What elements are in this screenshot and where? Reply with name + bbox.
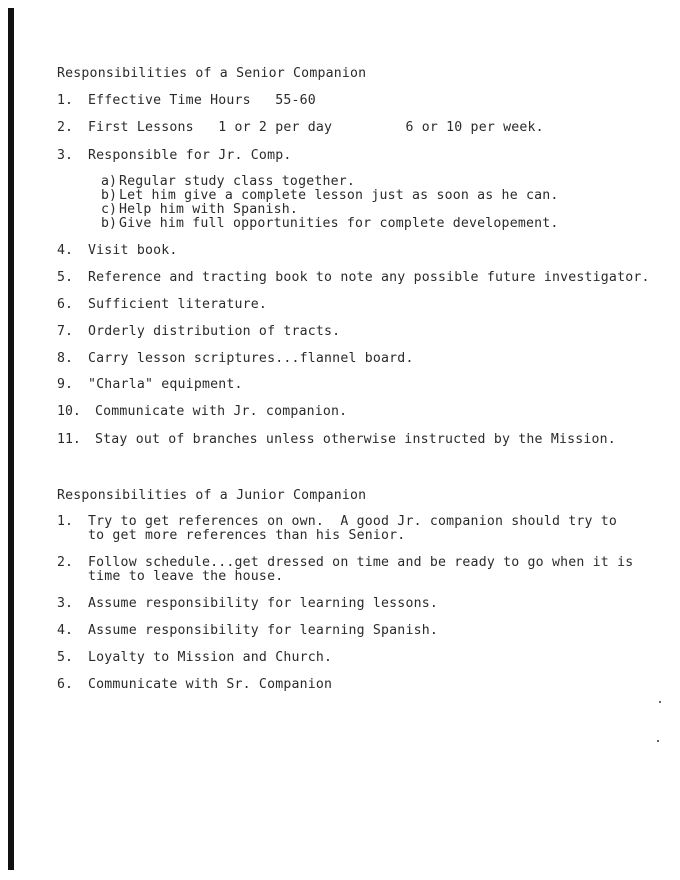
item-number: 10. xyxy=(57,404,81,419)
scan-speck xyxy=(659,701,661,703)
item-number: 5. xyxy=(57,270,73,285)
senior-heading: Responsibilities of a Senior Companion xyxy=(57,66,367,81)
item-text: Responsible for Jr. Comp. xyxy=(88,148,292,163)
item-text: Stay out of branches unless otherwise instructed by the Mission. xyxy=(95,432,616,447)
item-number: 3. xyxy=(57,596,73,611)
scan-speck xyxy=(657,740,659,742)
item-text: Sufficient literature. xyxy=(88,297,268,312)
sub-item-text: Help him with Spanish. xyxy=(119,202,299,217)
item-number: 7. xyxy=(57,324,73,339)
sub-item-letter: b) xyxy=(101,216,117,231)
item-number: 6. xyxy=(57,297,73,312)
item-text-continued: time to leave the house. xyxy=(88,569,284,584)
item-number: 2. xyxy=(57,120,73,135)
item-number: 3. xyxy=(57,148,73,163)
item-text: First Lessons 1 or 2 per day 6 or 10 per week. xyxy=(88,120,544,135)
item-number: 2. xyxy=(57,555,73,570)
junior-heading: Responsibilities of a Junior Companion xyxy=(57,488,367,503)
item-number: 11. xyxy=(57,432,81,447)
item-number: 1. xyxy=(57,514,73,529)
item-text: "Charla" equipment. xyxy=(88,377,243,392)
scan-left-edge xyxy=(8,8,14,870)
item-text: Effective Time Hours 55-60 xyxy=(88,93,316,108)
sub-item-letter: c) xyxy=(101,202,117,217)
item-text: Assume responsibility for learning Spanish. xyxy=(88,623,439,638)
sub-item-letter: a) xyxy=(101,174,117,189)
item-text: Orderly distribution of tracts. xyxy=(88,324,341,339)
item-text: Reference and tracting book to note any possible future investigator. xyxy=(88,270,650,285)
item-text: Loyalty to Mission and Church. xyxy=(88,650,333,665)
item-text: Visit book. xyxy=(88,243,178,258)
sub-item-text: Give him full opportunities for complete developement. xyxy=(119,216,559,231)
item-number: 9. xyxy=(57,377,73,392)
item-text: Communicate with Sr. Companion xyxy=(88,677,333,692)
sub-item-text: Regular study class together. xyxy=(119,174,356,189)
item-number: 6. xyxy=(57,677,73,692)
item-text: Assume responsibility for learning lessons. xyxy=(88,596,439,611)
item-text: Try to get references on own. A good Jr. companion should try to xyxy=(88,514,618,529)
item-text: Communicate with Jr. companion. xyxy=(95,404,348,419)
item-text: Follow schedule...get dressed on time and be ready to go when it is xyxy=(88,555,634,570)
item-number: 5. xyxy=(57,650,73,665)
sub-item-text: Let him give a complete lesson just as soon as he can. xyxy=(119,188,559,203)
item-number: 4. xyxy=(57,243,73,258)
item-number: 8. xyxy=(57,351,73,366)
item-number: 1. xyxy=(57,93,73,108)
sub-item-letter: b) xyxy=(101,188,117,203)
item-text-continued: to get more references than his Senior. xyxy=(88,528,406,543)
item-text: Carry lesson scriptures...flannel board. xyxy=(88,351,414,366)
item-number: 4. xyxy=(57,623,73,638)
